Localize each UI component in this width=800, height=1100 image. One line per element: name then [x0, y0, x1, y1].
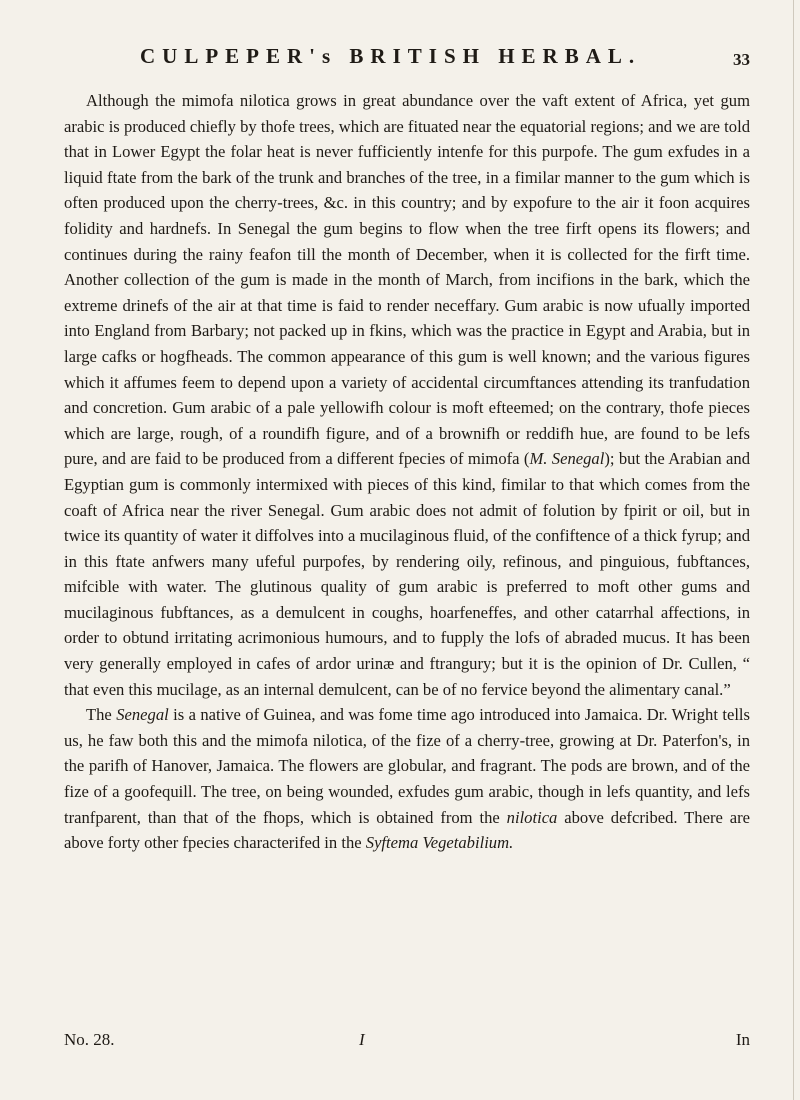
book-title: Syftema Vegetabilium.	[365, 833, 514, 853]
paragraph-gum-arabic	[64, 88, 750, 702]
page-header	[60, 44, 750, 84]
text-segment: Although the mimofa nilotica grows in great abundance over the vaft extent of Africa, yet gum arabic is produced chiefly by thofe trees, which are fituated near the equatorial regions; and we are told that in Lower Egypt the folar heat is never fufficiently intenfe for this purpofe. The gum exfudes in a liquid ftate from the bark of the trunk and branches of the tree, in a fimilar manner to the gum which is often produced upon the cherry-trees, &c. in this country; and by expofure to the air it foon acquires folidity and hardnefs. In Senegal the gum begins to flow when the tree firft opens its flowers; and continues during the rainy feafon till the month of December, when it is collected for the firft time. Another collection of the gum is made in the month of March, from incifions in the bark, which the extreme drinefs of the air at that time is faid to render neceffary. Gum arabic is now ufually imported into England from Barbary; not packed up in fkins, which was the practice in Egypt and Arabia, but in large cafks or hogfheads. The common appearance of this gum is well known; and the various figures which it affumes feem to depend upon a variety of accidental circumftances attending its tranfudation and concretion. Gum arabic of a pale yellowifh colour is moft efteemed; on the contrary, thofe pieces which are large, rough, of a roundifh figure, and of a brownifh or reddifh hue, are found to be lefs pure, and are faid to be produced from a different fpecies of mimofa (	[64, 91, 750, 469]
number-reference: No. 28.	[64, 1030, 115, 1049]
text-segment: The	[86, 705, 117, 725]
running-head: CULPEPER's BRITISH HERBAL.	[140, 44, 642, 68]
species-name: Senegal	[116, 705, 169, 725]
page-edge	[793, 0, 794, 1100]
text-segment: above defcribed. There are above forty other fpecies characterifed in the	[64, 807, 751, 853]
text-segment: is a native of Guinea, and was fome time ago introduced into Jamaica. Dr. Wright tells us, he faw both this and the mimofa nilotica, of the fize of a cherry-tree, growing at Dr. Paterfon's, in the parifh of Hanover, Jamaica. The flowers are globular, and fragrant. The pods are brown, and of the fize of a goofequill. The tree, on being wounded, exfudes gum arabic, though in lefs quantity, and lefs tranfparent, than that of the fhops, which is obtained from the	[64, 705, 750, 827]
paragraph-senegal	[64, 702, 750, 856]
body-text	[64, 88, 750, 856]
species-name: M. Senegal	[529, 449, 605, 469]
page-number: 33	[733, 50, 750, 69]
signature-mark: I	[359, 1030, 365, 1049]
page-footer	[64, 1030, 750, 1058]
catchword: In	[735, 1030, 750, 1049]
species-name: nilotica	[506, 807, 558, 827]
text-segment: ); but the Arabian and Egyptian gum is commonly intermixed with pieces of this kind, fimilar to that which comes from the coaft of Africa near the river Senegal. Gum arabic does not admit of folution by fpirit or oil, but in twice its quantity of water it diffolves into a mucilaginous fluid, of the confiftence of a thick fyrup; and in this ftate anfwers many ufeful purpofes, by rendering oily, refinous, and pinguious, fubftances, mifcible with water. The glutinous quality of gum arabic is preferred to moft other gums and mucilaginous fubftances, as a demulcent in coughs, hoarfeneffes, and other catarrhal affections, in order to obtund irritating acrimonious humours, and to fupply the lofs of abraded mucus. It has been very generally employed in cafes of ardor urinæ and ftrangury; but it is the opinion of Dr. Cullen, “ that even this mucilage, as an internal demulcent, can be of no fervice beyond the alimentary canal.”	[64, 449, 750, 699]
